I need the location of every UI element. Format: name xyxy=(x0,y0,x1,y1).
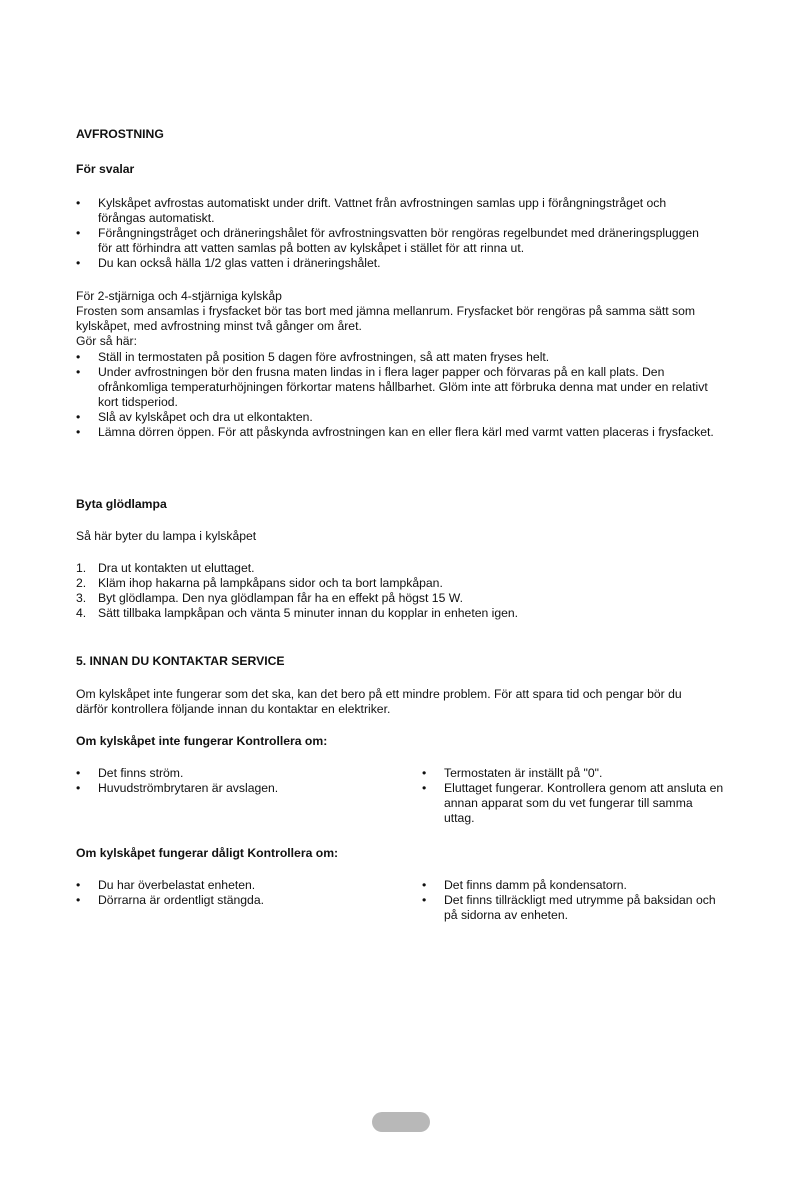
bullet-icon: • xyxy=(76,410,81,424)
bullet-icon: • xyxy=(422,893,427,907)
service-intro: Om kylskåpet inte fungerar som det ska, kan det bero på ett mindre problem. För att spara tid och pengar bör du därför kontrollera följande innan du kontaktar en elektriker. xyxy=(76,687,682,716)
freezer-intro xyxy=(76,289,716,349)
bullet-icon: • xyxy=(422,781,427,795)
bullet-icon: • xyxy=(422,766,427,780)
fridge-subheading: För svalar xyxy=(76,162,135,176)
bullet-icon: • xyxy=(76,781,81,795)
service-heading: 5. INNAN DU KONTAKTAR SERVICE xyxy=(76,654,285,668)
bulb-intro: Så här byter du lampa i kylskåpet xyxy=(76,529,257,543)
list-item: 4. Sätt tillbaka lampkåpan och vänta 5 minuter innan du kopplar in enheten igen. xyxy=(76,606,519,620)
bullet-icon: • xyxy=(76,256,81,270)
fridge-bullet-list xyxy=(76,196,716,271)
list-item: • Det finns damm på kondensatorn. xyxy=(422,878,627,892)
bullet-icon: • xyxy=(76,425,81,439)
list-item: • Det finns ström. xyxy=(76,766,184,780)
freezer-intro-howto: Gör så här: xyxy=(76,334,137,348)
freezer-intro-title: För 2-stjärniga och 4-stjärniga kylskåp xyxy=(76,289,282,303)
not-working-right-list xyxy=(422,766,726,826)
poorly-left-list xyxy=(76,878,396,908)
list-item: • Du kan också hälla 1/2 glas vatten i dräneringshålet. xyxy=(76,256,381,270)
list-item: • Eluttaget fungerar. Kontrollera genom att ansluta en annan apparat som du vet fungerar till samma uttag. xyxy=(422,781,724,825)
list-item: • Kylskåpet avfrostas automatiskt under drift. Vattnet från avfrostningen samlas upp i förångningstråget och förångas automatiskt. xyxy=(76,196,667,225)
list-item: • Huvudströmbrytaren är avslagen. xyxy=(76,781,279,795)
not-working-heading: Om kylskåpet inte fungerar Kontrollera om: xyxy=(76,734,328,748)
list-item: 3. Byt glödlampa. Den nya glödlampan får ha en effekt på högst 15 W. xyxy=(76,591,463,605)
list-item: • Slå av kylskåpet och dra ut elkontakten. xyxy=(76,410,313,424)
list-item: 2. Kläm ihop hakarna på lampkåpans sidor och ta bort lampkåpan. xyxy=(76,576,443,590)
bullet-icon: • xyxy=(422,878,427,892)
list-item: 1. Dra ut kontakten ut eluttaget. xyxy=(76,561,255,575)
list-item: • Förångningstråget och dräneringshålet för avfrostningsvatten bör rengöras regelbundet med dräneringspluggen för att förhindra att vatten samlas på botten av kylskåpet i stället för att rinna ut. xyxy=(76,226,699,255)
bullet-icon: • xyxy=(76,365,81,379)
poorly-heading: Om kylskåpet fungerar dåligt Kontrollera om: xyxy=(76,846,339,860)
bullet-icon: • xyxy=(76,878,81,892)
bulb-step-list xyxy=(76,561,716,621)
list-item: • Ställ in termostaten på position 5 dagen före avfrostningen, så att maten fryses helt. xyxy=(76,350,550,364)
page-number-tab xyxy=(372,1112,430,1132)
step-number: 1. xyxy=(76,561,87,575)
not-working-left-list xyxy=(76,766,396,796)
list-item: • Det finns tillräckligt med utrymme på baksidan och på sidorna av enheten. xyxy=(422,893,716,922)
bulb-heading: Byta glödlampa xyxy=(76,497,167,511)
list-item: • Dörrarna är ordentligt stängda. xyxy=(76,893,264,907)
list-item: • Under avfrostningen bör den frusna maten lindas in i flera lager papper och förvaras på en kall plats. Den ofrånkomliga temperaturhöjningen förkortar matens hållbarhet. Glöm inte att förbruka denna mat under en relativt kort tidsperiod. xyxy=(76,365,708,409)
step-number: 2. xyxy=(76,576,87,590)
freezer-bullet-list xyxy=(76,350,766,440)
list-item: • Termostaten är inställt på "0". xyxy=(422,766,603,780)
step-number: 4. xyxy=(76,606,87,620)
step-number: 3. xyxy=(76,591,87,605)
bullet-icon: • xyxy=(76,350,81,364)
list-item: • Lämna dörren öppen. För att påskynda avfrostningen kan en eller flera kärl med varmt vatten placeras i frysfacket. xyxy=(76,425,714,439)
poorly-right-list xyxy=(422,878,726,923)
bullet-icon: • xyxy=(76,196,81,210)
bullet-icon: • xyxy=(76,226,81,240)
freezer-intro-text: Frosten som ansamlas i frysfacket bör tas bort med jämna mellanrum. Frysfacket bör rengöras på samma sätt som kylskåpet, med avfrostning minst två gånger om året. xyxy=(76,304,696,333)
defrost-heading: AVFROSTNING xyxy=(76,127,164,141)
bullet-icon: • xyxy=(76,766,81,780)
list-item: • Du har överbelastat enheten. xyxy=(76,878,256,892)
bullet-icon: • xyxy=(76,893,81,907)
